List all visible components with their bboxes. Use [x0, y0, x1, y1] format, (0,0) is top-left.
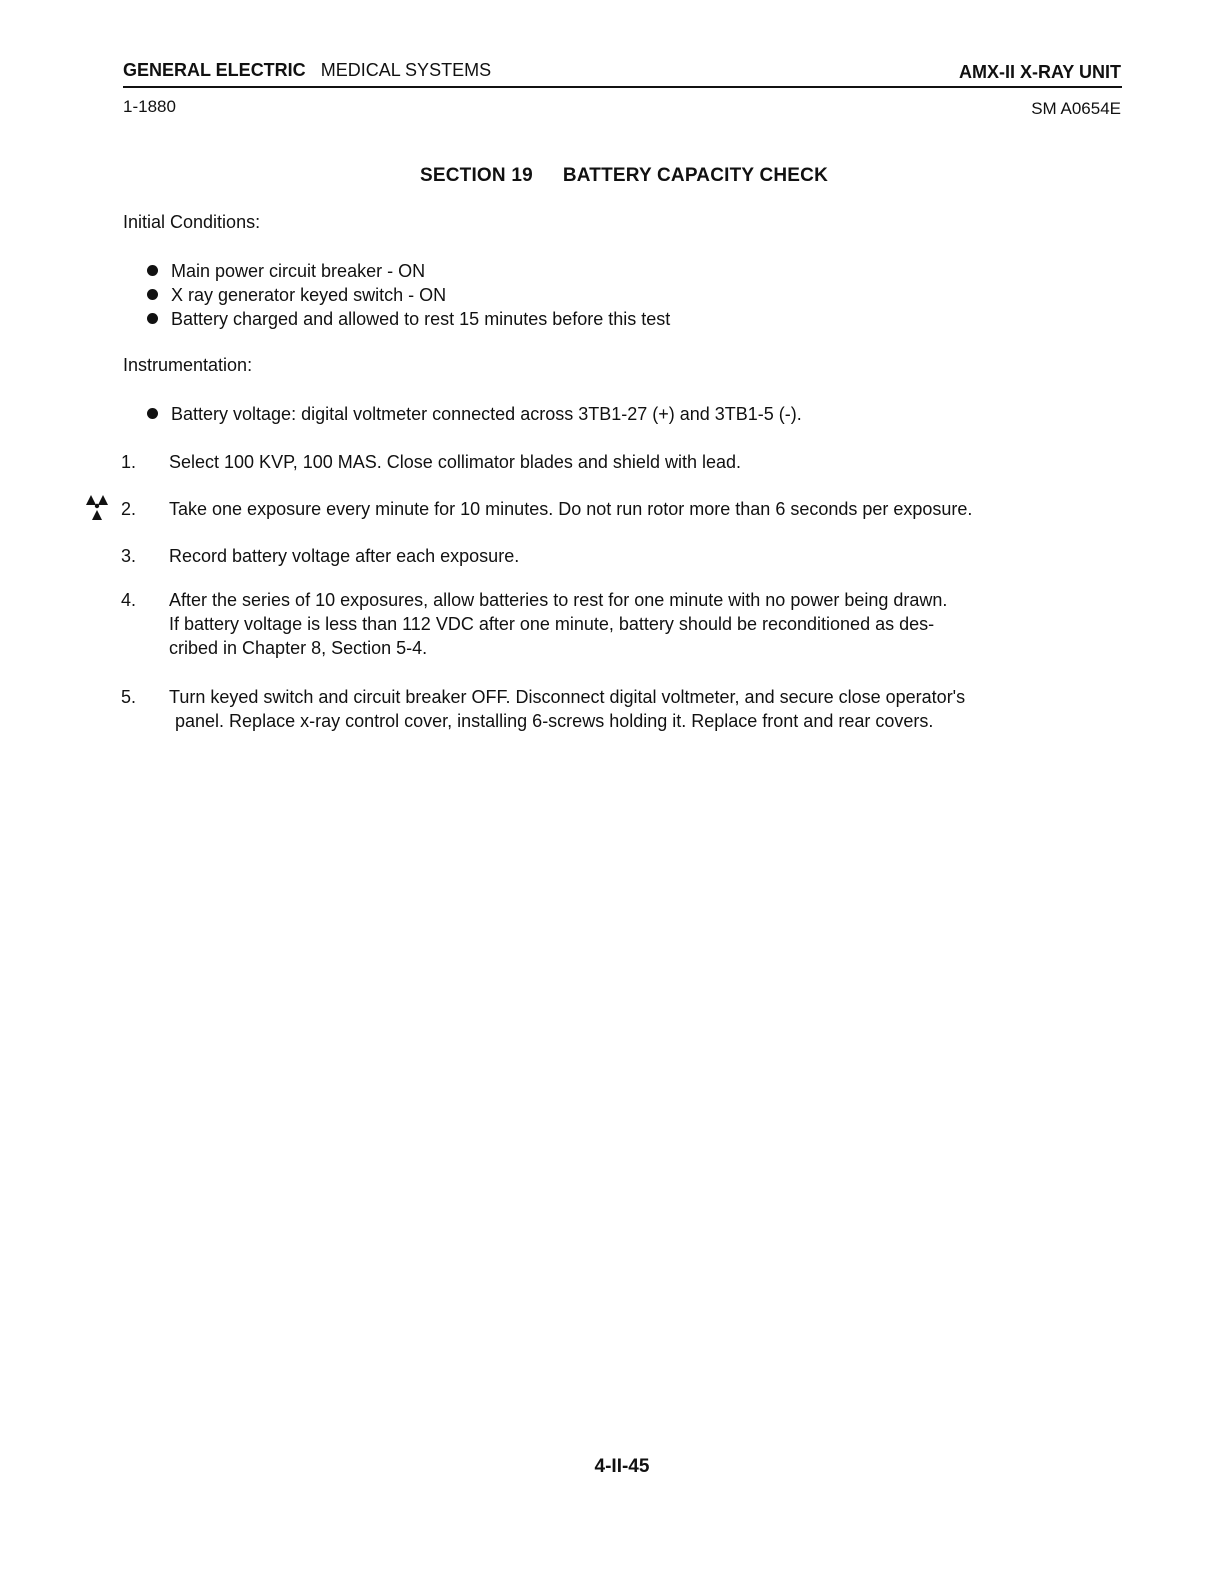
step-text: cribed in Chapter 8, Section 5-4. [169, 638, 428, 658]
doc-number: 1-1880 [123, 97, 176, 116]
step-number: 2. [121, 499, 137, 519]
step-text: Select 100 KVP, 100 MAS. Close collimator blades and shield with lead. [169, 452, 741, 472]
step-number: 3. [121, 546, 137, 566]
bullet-icon [147, 408, 158, 419]
initial-conditions-label: Initial Conditions: [123, 212, 261, 232]
list-item: X ray generator keyed switch - ON [147, 283, 670, 307]
step-text: Take one exposure every minute for 10 minutes. Do not run rotor more than 6 seconds per exposure. [169, 499, 973, 519]
bullet-icon [147, 313, 158, 324]
company-name: GENERAL ELECTRIC [123, 60, 306, 80]
step-number: 5. [121, 687, 137, 707]
step-3 [121, 544, 1121, 568]
section-number: SECTION 19 [419, 165, 533, 186]
initial-conditions-list [147, 259, 670, 331]
step-5 [121, 685, 1121, 733]
bullet-icon [147, 265, 158, 276]
step-4 [121, 588, 1121, 660]
product-name: AMX-II X-RAY UNIT [958, 62, 1121, 82]
section-title [0, 165, 1224, 187]
step-1 [121, 450, 1121, 474]
list-item: Battery voltage: digital voltmeter connected across 3TB1-27 (+) and 3TB1-5 (-). [147, 402, 802, 426]
step-2 [121, 497, 1121, 521]
bullet-icon [147, 289, 158, 300]
section-heading: BATTERY CAPACITY CHECK [562, 165, 828, 186]
division-name: MEDICAL SYSTEMS [320, 60, 492, 80]
header-rule [123, 86, 1122, 88]
step-number: 4. [121, 590, 137, 610]
list-item: Battery charged and allowed to rest 15 minutes before this test [147, 307, 670, 331]
instrumentation-label: Instrumentation: [123, 355, 253, 375]
step-text: Turn keyed switch and circuit breaker OFF. Disconnect digital voltmeter, and secure close operator's [169, 687, 966, 707]
page-number: 4-II-45 [594, 1456, 650, 1477]
header-left [123, 60, 491, 81]
step-text: After the series of 10 exposures, allow batteries to rest for one minute with no power being drawn. [169, 590, 948, 610]
step-number: 1. [121, 452, 137, 472]
instrumentation-list [147, 402, 802, 426]
manual-code: SM A0654E [1031, 99, 1121, 118]
step-text: Record battery voltage after each exposure. [169, 546, 520, 566]
step-text: If battery voltage is less than 112 VDC after one minute, battery should be reconditioned as des- [169, 614, 935, 634]
step-text: panel. Replace x-ray control cover, installing 6-screws holding it. Replace front and rear covers. [175, 711, 934, 731]
list-item: Main power circuit breaker - ON [147, 259, 670, 283]
radiation-hazard-icon [84, 493, 122, 523]
